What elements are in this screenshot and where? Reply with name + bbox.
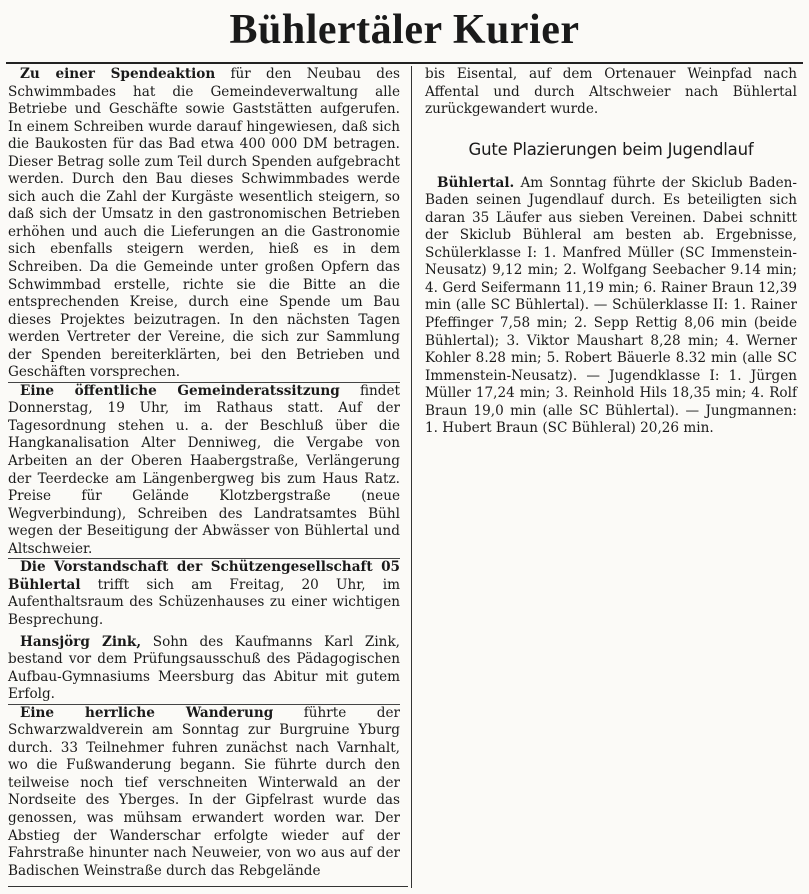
article-jugendlauf [425, 175, 797, 438]
article-spendeaktion [8, 66, 400, 382]
article-body: findet Donnerstag, 19 Uhr, im Rathaus statt. Auf der Tagesordnung stehen u. a. der Beschluß über die Hangkanalisation Alter Denniweg, die Vergabe von Arbeiten an der Oberen Haabergstraße, Verlängerung der Teerdecke am Längenbergweg bis zum Haus Ratz. Preise für Gelände Klotzbergstraße (neue Wegverbindung), Schreiben des Landratsamtes Bühl wegen der Beseitigung der Abwässer von Bühlertal und Altschweier. [8, 382, 400, 557]
article-schuetzen [8, 559, 400, 629]
article-wanderung [8, 705, 400, 880]
article-body: führte der Schwarzwaldverein am Sonntag zur Burgruine Yburg durch. 33 Teilnehmer fuhren zunächst nach Varnhalt, wo die Fußwanderung begann. Sie führte durch den teilweise noch tief verschneiten Winterwald an der Nordseite des Yberges. In der Gipfelrast wurde das genossen, was mühsam erwandert worden war. Der Abstieg der Wanderschar erfolgte wieder auf der Fahrstraße hinunter nach Neuweier, von wo aus auf der Badischen Weinstraße durch das Rebgelände [8, 704, 400, 879]
article-continuation: bis Eisental, auf dem Ortenauer Weinpfad nach Affental und durch Altschweier nach Bühlertal zurückgewandert wurde. [425, 66, 797, 118]
masthead-title: Bühlertäler Kurier [229, 7, 580, 53]
article-lead: Die Vorstandschaft der Schützengesellschaft 05 Bühlertal [8, 559, 400, 593]
masthead-rule [6, 62, 803, 64]
article-lead: Zu einer Spendeaktion [20, 66, 216, 82]
article-body: Sohn des Kaufmanns Karl Zink, bestand vor dem Prüfungsausschuß des Pädagogischen Aufbau-Gymnasiums Meersburg das Abitur mit gutem Erfolg. [8, 633, 401, 703]
left-column [8, 66, 400, 880]
right-column [425, 66, 797, 438]
article-body: für den Neubau des Schwimmbades hat die Gemeindeverwaltung alle Betriebe und Geschäfte sowie Gaststätten aufgerufen. In einem Schreiben wurde darauf hingewiesen, daß sich die Baukosten für das Bad etwa 400 000 DM betragen. Dieser Betrag solle zum Teil durch Spenden aufgebracht werden. Durch den Bau dieses Schwimmbades werde sich auch die Zahl der Kurgäste wesentlich steigern, so daß sich der Umsatz in den gastronomischen Betrieben erhöhen und auch die Lieferungen an die Gastronomie sich ebenfalls steigern werden, hieß es in dem Schreiben. Da die Gemeinde unter großen Opfern das Schwimmbad erstelle, richte sie die Bitte an die entsprechenden Kreise, durch eine Spende um Bau dieses Projektes beizutragen. In den nächsten Tagen werden Vertreter der Vereine, die sich zur Sammlung der Spenden bereiterklärten, bei den Betrieben und Geschäften vorsprechen. [8, 66, 400, 381]
bottom-rule [8, 886, 408, 887]
article-body: Am Sonntag führte der Skiclub Baden-Baden seinen Jugendlauf durch. Es beteiligten sich daran 35 Läufer aus sieben Vereinen. Dabei schnitt der Skiclub Bühleral am besten ab. Ergebnisse, Schülerklasse I: 1. Manfred Müller (SC Immenstein-Neusatz) 9,12 min; 2. Wolfgang Seebacher 9.14 min; 4. Gerd Seifermann 11,19 min; 6. Rainer Braun 12,39 min (alle SC Bühlertal). — Schülerklasse II: 1. Rainer Pfeffinger 7,58 min; 2. Sepp Rettig 8,06 min (beide Bühlertal); 3. Viktor Maushart 8,28 min; 4. Werner Kohler 8.28 min; 5. Robert Bäuerle 8.32 min (alle SC Immenstein-Neusatz). — Jugendklasse I: 1. Jürgen Müller 17,24 min; 3. Reinhold Hils 18,35 min; 4. Rolf Braun 19,0 min (alle SC Bühlertal). — Jungmannen: 1. Hubert Braun (SC Bühleral) 20,26 min. [425, 174, 797, 437]
article-lead: Eine herrliche Wanderung [20, 704, 274, 721]
article-heading: Gute Plazierungen beim Jugendlauf [468, 139, 754, 159]
article-body: trifft sich am Freitag, 20 Uhr, im Aufenthaltsraum des Schüzenhauses zu einer wichtigen Besprechung. [8, 576, 400, 628]
article-lead: Eine öffentliche Gemeinderatssitzung [20, 382, 340, 399]
column-divider [411, 66, 412, 888]
article-lead: Bühlertal. [437, 174, 515, 191]
article-zink [8, 634, 400, 704]
article-gemeinderat [8, 383, 400, 558]
article-lead: Hansjörg Zink, [20, 633, 142, 650]
